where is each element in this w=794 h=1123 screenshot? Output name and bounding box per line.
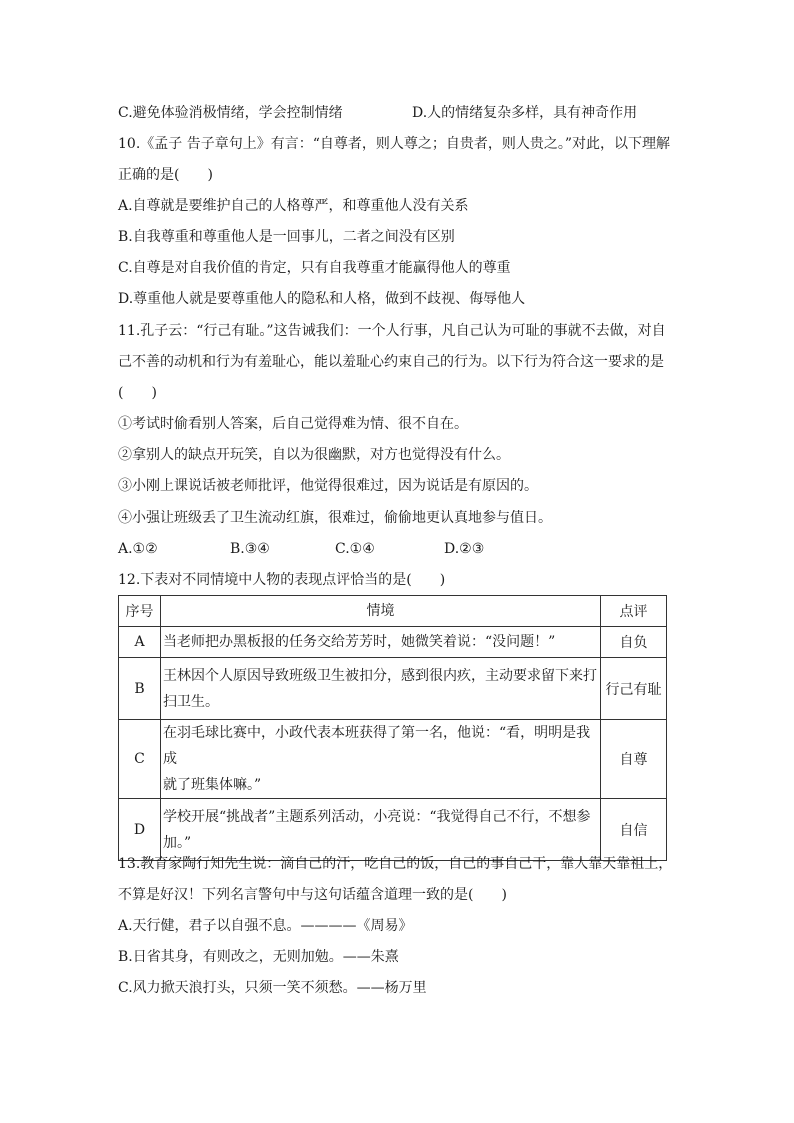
q9-option-c: C.避免体验消极情绪，学会控制情绪 <box>118 105 343 121</box>
row-id: C <box>119 720 161 799</box>
row-id: D <box>119 799 161 861</box>
row-comment: 行己有耻 <box>601 658 667 720</box>
q11-option-d: D.②③ <box>444 541 485 557</box>
q12-table <box>118 595 667 861</box>
row-situation-line: 王林因个人原因导致班级卫生被扣分，感到很内疚，主动要求留下来打 <box>163 667 597 684</box>
q10-option-b: B.自我尊重和尊重他人是一回事儿，二者之间没有区别 <box>118 229 455 245</box>
q11-item-4: ④小强让班级丢了卫生流动红旗，很难过，偷偷地更认真地参与值日。 <box>118 510 552 526</box>
row-situation-line: 学校开展“挑战者”主题系列活动，小亮说：“我觉得自己不行，不想参 <box>163 808 591 825</box>
row-situation-line: 加。” <box>163 834 192 851</box>
q11-option-c: C.①④ <box>335 541 375 557</box>
row-situation-line: 在羽毛球比赛中，小政代表本班获得了第一名，他说：“看，明明是我成 <box>163 725 591 767</box>
q10-option-c: C.自尊是对自我价值的肯定，只有自我尊重才能赢得他人的尊重 <box>118 260 511 276</box>
q12-stem: 12.下表对不同情境中人物的表现点评恰当的是( ) <box>118 572 446 588</box>
header-index: 序号 <box>119 596 161 627</box>
header-situation: 情境 <box>161 596 601 627</box>
row-situation-line: 扫卫生。 <box>163 693 219 710</box>
row-situation-line: 当老师把办黑板报的任务交给芳芳时，她微笑着说：“没问题！” <box>163 634 556 650</box>
row-comment: 自尊 <box>601 720 667 799</box>
row-comment: 自负 <box>601 627 667 658</box>
table-row <box>119 627 667 658</box>
q11-item-3: ③小刚上课说话被老师批评，他觉得很难过，因为说话是有原因的。 <box>118 478 538 494</box>
row-id: A <box>119 627 161 658</box>
row-situation <box>161 720 601 799</box>
header-comment: 点评 <box>601 596 667 627</box>
q11-item-2: ②拿别人的缺点开玩笑，自以为很幽默，对方也觉得没有什么。 <box>118 447 510 463</box>
q10-stem-line2: 正确的是( ) <box>118 167 213 183</box>
q11-stem-line2: 己不善的动机和行为有羞耻心，能以羞耻心约束自己的行为。以下行为符合这一要求的是 <box>118 354 664 370</box>
row-situation <box>161 627 601 658</box>
q11-stem-line1: 11.孔子云：“行己有耻。”这告诫我们：一个人行事，凡自己认为可耻的事就不去做，对自 <box>118 323 666 339</box>
q11-option-b: B.③④ <box>230 541 270 557</box>
table-row <box>119 720 667 799</box>
table-row <box>119 658 667 720</box>
q10-stem-line1: 10.《孟子 告子章句上》有言：“自尊者，则人尊之；自贵者，则人贵之。”对此，以下理解 <box>118 136 671 152</box>
row-id: B <box>119 658 161 720</box>
row-situation <box>161 799 601 861</box>
table-row <box>119 799 667 861</box>
q11-option-a: A.①② <box>118 541 158 557</box>
row-comment: 自信 <box>601 799 667 861</box>
row-situation-line: 就了班集体嘛。” <box>163 777 262 793</box>
q11-stem-line3: ( ) <box>118 385 157 401</box>
row-situation <box>161 658 601 720</box>
table-header-row <box>119 596 667 627</box>
q9-option-d: D.人的情绪复杂多样，具有神奇作用 <box>412 105 638 121</box>
q11-item-1: ①考试时偷看别人答案，后自己觉得难为情、很不自在。 <box>118 416 468 432</box>
q13-option-a: A.天行健，君子以自强不息。————《周易》 <box>118 918 413 934</box>
q13-option-c: C.风力掀天浪打头，只须一笑不须愁。——杨万里 <box>118 980 427 996</box>
q13-stem-line1: 13.教育家陶行知先生说：滴自己的汗，吃自己的饭，自己的事自己干，靠人靠天靠祖上， <box>118 856 673 872</box>
q10-option-d: D.尊重他人就是要尊重他人的隐私和人格，做到不歧视、侮辱他人 <box>118 291 526 307</box>
q13-stem-line2: 不算是好汉！下列名言警句中与这句话蕴含道理一致的是( ) <box>118 887 507 903</box>
q13-option-b: B.日省其身，有则改之，无则加勉。——朱熹 <box>118 949 399 965</box>
q10-option-a: A.自尊就是要维护自己的人格尊严，和尊重他人没有关系 <box>118 198 469 214</box>
